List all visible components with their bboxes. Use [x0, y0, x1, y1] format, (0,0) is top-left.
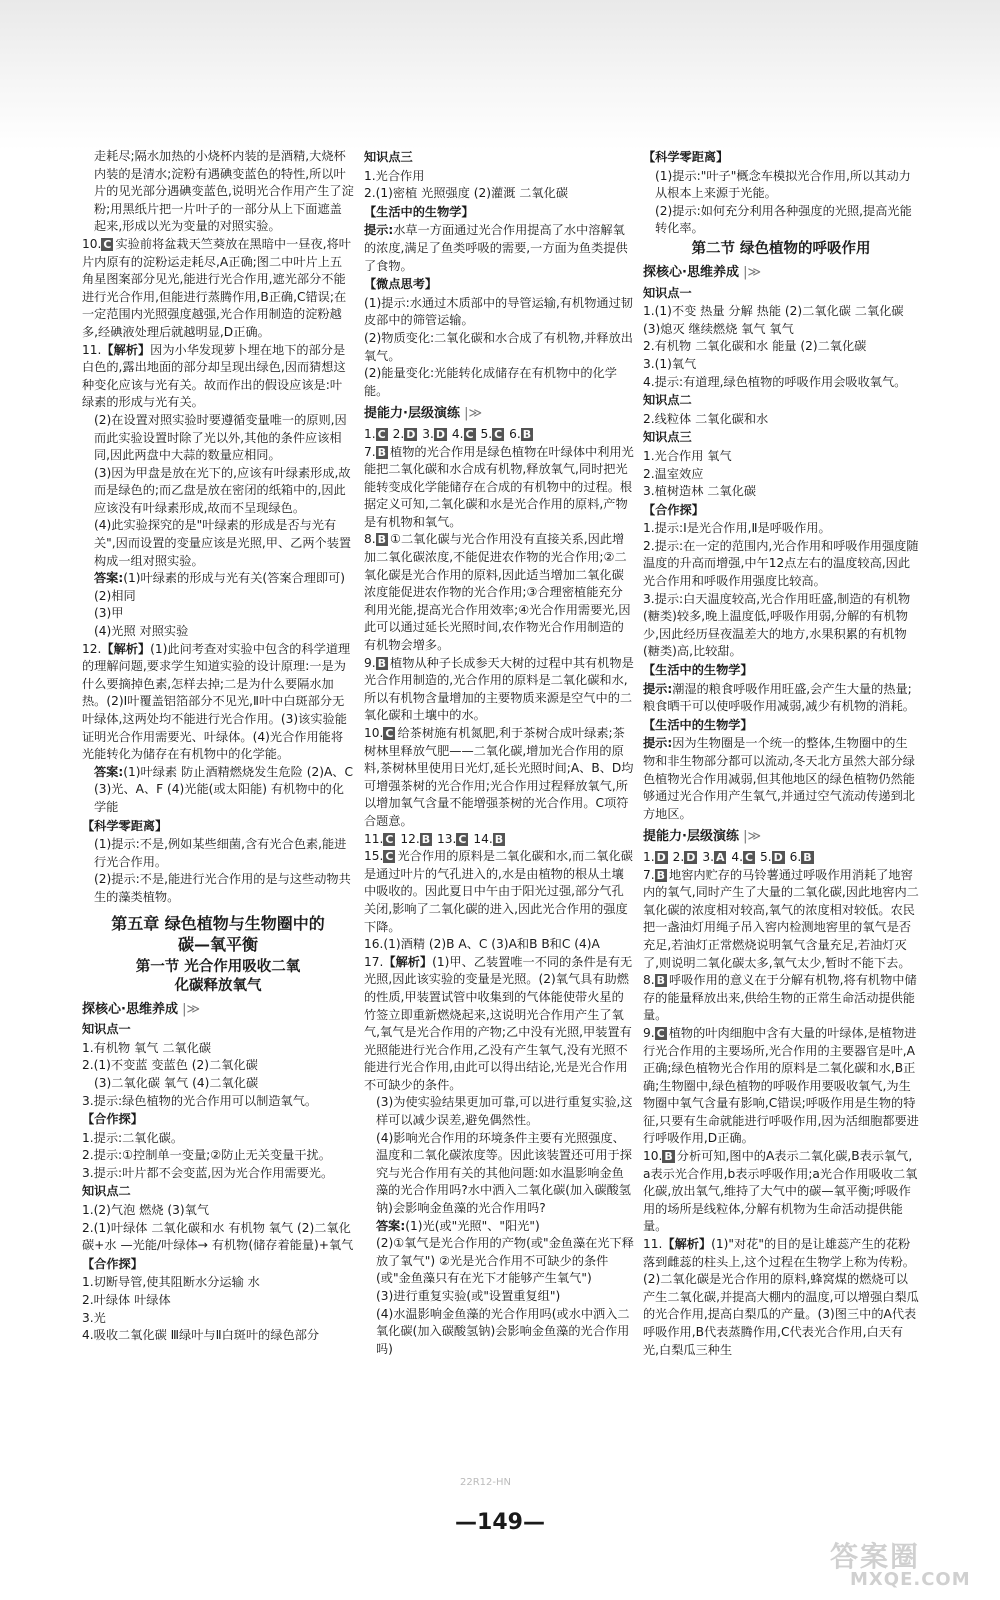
answer-text: 2.温室效应 — [643, 466, 704, 481]
answer-tag: 提示: — [364, 223, 394, 238]
question-number: 2. — [672, 849, 685, 864]
section-arrow-icon: |≫ — [459, 406, 483, 422]
answer-tag: 答案: — [376, 1218, 406, 1233]
answer-paragraph — [643, 168, 919, 203]
answer-text: 3.提示:白天温度较高,光合作用旺盛,制造的有机物(糖类)较多,晚上温度低,呼吸作用弱,分解的有机物少,因此经历昼夜温差大的地方,水果积累的有机物(糖类)高,比较甜。 — [643, 591, 911, 659]
answer-text: (1)"对花"的目的是让雄蕊产生的花粉落到雌蕊的柱头上,这个过程在生物学上称为传粉。(2)二氧化碳是光合作用的原料,蜂窝煤的燃烧可以产生二氧化碳,并提高大棚内的温度,可以增强白梨瓜的光合作用,提高白梨瓜的产量。(3)图三中的A代表呼吸作用,B代表蒸腾作用,C代表光合作用,白天有光,白梨瓜三种生 — [643, 1237, 919, 1357]
answer-tag: 答案: — [94, 571, 124, 586]
answer-text: (3)因为甲盘是放在光下的,应该有叶绿素形成,故而是绿色的;而乙盘是放在密闭的纸箱中的,因此应该没有叶绿素形成,故而不呈现绿色。 — [94, 465, 351, 515]
answer-paragraph — [364, 168, 634, 186]
question-number: 7. — [364, 444, 376, 459]
answer-paragraph — [82, 641, 354, 764]
section-arrow-icon: |≫ — [738, 264, 762, 280]
answer-paragraph — [82, 342, 354, 412]
answer-paragraph — [82, 1274, 354, 1292]
answer-text: 地窖内贮存的马铃薯通过呼吸作用消耗了地窖内的氧气,同时产生了大量的二氧化碳,因此地窖内二氧化碳的浓度相对较高,氧气的浓度相对较低。农民把一盏油灯用绳子吊入窖内检测地窖里的氧气是否充足,若油灯正常燃烧说明氧气含量充足,若油灯灭了,则说明二氧化碳太多,氧气太少,暂时不能下去。 — [643, 867, 919, 970]
answer-tag: 【解析】 — [101, 342, 151, 357]
answer-text: 3.(1)氧气 — [643, 356, 697, 371]
answer-paragraph — [82, 1093, 354, 1111]
answer-paragraph — [643, 483, 919, 501]
question-number: 10. — [643, 1149, 663, 1164]
answer-paragraph — [643, 466, 919, 484]
answer-paragraph — [364, 1130, 634, 1218]
answer-paragraph — [82, 1165, 354, 1183]
answer-text: ①二氧化碳与光合作用没有直接关系,因此增加二氧化碳浓度,不能促进农作物的光合作用;②二氧化碳是光合作用的原料,因此适当增加二氧化碳浓度能促进农作物的光合作用;③合理密植能充分利用光能,提高光合作用效率;④光合作用需要光,因此可以通过延长光照时间,农作物光合作用制造的有机物会增多。 — [364, 532, 631, 653]
answer-text: (1)提示:水通过木质部中的导管运输,有机物通过韧皮部中的筛管运输。 — [364, 295, 633, 328]
section-title-1-line1: 第一节 光合作用吸收二氧 — [135, 958, 301, 975]
answer-paragraph — [82, 148, 354, 236]
answer-paragraph — [364, 1094, 634, 1129]
answer-paragraph — [82, 570, 354, 588]
answer-paragraph — [82, 517, 354, 570]
page-number: —149— — [455, 1510, 545, 1535]
answer-text: 1.(2)气泡 燃烧 (3)氧气 — [82, 1203, 210, 1218]
question-number: 8. — [364, 532, 376, 547]
answer-text: (2)能量变化:光能转化成储存在有机物中的化学能。 — [364, 366, 617, 398]
answer-letter-box: D — [406, 427, 416, 441]
answer-paragraph — [82, 1220, 354, 1255]
answer-paragraph — [643, 411, 919, 429]
answer-paragraph — [82, 623, 354, 641]
section-arrow-icon: |≫ — [177, 1001, 201, 1017]
section-title-1 — [82, 958, 354, 996]
left-bottom-list — [82, 1001, 354, 1345]
answer-text: (1)甲、乙装置唯一不同的条件是有无光照,因此该实验的变量是光照。(2)氧气具有助燃的性质,甲装置试管中收集到的气体能使带火星的竹签立即重新燃烧起来,这说明光合作用产生了氧气,氧气是光合作用的产物;乙中没有光照,甲装置有光照能进行光合作用,乙没有产生氧气,没有光照不能进行光合作用,由此可以得出结论,光是光合作用不可缺少的条件。 — [364, 954, 633, 1092]
answer-text: 水草一方面通过光合作用提高了水中溶解氧的浓度,满足了鱼类呼吸的需要,一方面为鱼类提供了食物。 — [364, 223, 628, 273]
section-label: 提能力·层级演练 — [643, 829, 739, 845]
answer-paragraph — [82, 1130, 354, 1148]
answer-tag: 提示: — [643, 681, 673, 696]
answer-paragraph — [364, 295, 634, 330]
answer-text: 3.植树造林 二氧化碳 — [643, 484, 757, 499]
answer-text: 1.光合作用 氧气 — [643, 448, 732, 463]
answer-letter-box: B — [803, 850, 812, 864]
section-title-2: 第二节 绿色植物的呼吸作用 — [691, 240, 871, 257]
answer-paragraph — [643, 356, 919, 374]
section-arrow-icon: |≫ — [738, 829, 762, 845]
block-heading: 【生活中的生物学】 — [643, 717, 753, 732]
answer-text: 2.(1)不变蓝 变蓝色 (2)二氧化碳 — [82, 1058, 258, 1073]
answer-paragraph — [364, 365, 634, 400]
answer-choices-row — [364, 831, 634, 849]
answer-text: (1)提示:"叶子"概念车模拟光合作用,所以其动力从根本上来源于光能。 — [655, 168, 911, 201]
answer-paragraph — [643, 338, 919, 356]
answer-text: (3)为使实验结果更加可靠,可以进行重复实验,这样可以减少误差,避免偶然性。 — [376, 1095, 633, 1128]
answer-paragraph — [643, 303, 919, 338]
answer-text: 4.吸收二氧化碳 Ⅲ绿叶与Ⅱ白斑叶的绿色部分 — [82, 1328, 320, 1343]
answer-text: (2)提示:如何充分利用各种强度的光照,提高光能转化率。 — [655, 203, 912, 236]
answer-letter-box: B — [656, 868, 666, 882]
answer-text: 3.提示:绿色植物的光合作用可以制造氧气。 — [82, 1093, 318, 1108]
answer-text: 1.切断导管,使其阻断水分运输 水 — [82, 1275, 260, 1290]
answer-paragraph — [82, 871, 354, 906]
answer-tag: 提示: — [643, 736, 673, 751]
answer-paragraph — [364, 725, 634, 831]
question-number: 10. — [364, 726, 384, 740]
answer-text: 1.提示:Ⅰ是光合作用,Ⅱ是呼吸作用。 — [643, 521, 831, 536]
left-top-list — [82, 148, 354, 907]
answer-text: 因为生物圈是一个统一的整体,生物圈中的生物和非生物部分都可以流动,冬天北方虽然大部分绿色植物光合作用减弱,但其他地区的绿色植物仍然能够通过光合作用产生氧气,并通过空气流动传递到北方地区。 — [643, 736, 915, 821]
answer-letter-box: C — [458, 832, 467, 846]
answer-text: (1)此问考查对实验中包含的科学道理的理解问题,要求学生知道实验的设计原理:一是为什么要摘掉色素,怎样去掉;二是为什么要隔水加热。(2)Ⅰ叶覆盖铝箔部分不见光,Ⅱ叶中白斑部分无叶绿体,这两处均不能进行光合作用。(3)该实验能证明光合作用需要光、叶绿体。(4)光合作用能将光能转化为储存在有机物中的化学能。 — [82, 641, 351, 762]
question-number: 10. — [82, 236, 102, 251]
answer-text: 2.提示:①控制单一变量;②防止无关变量干扰。 — [82, 1148, 331, 1163]
answer-text: (4)水温影响金鱼藻的光合作用吗(或水中洒入二氧化碳(加入碳酸氢钠)会影响金鱼藻的光合作用吗) — [376, 1306, 630, 1356]
question-number: 8. — [643, 973, 655, 988]
block-heading: 知识点三 — [364, 150, 413, 164]
answer-tag: 【解析】 — [101, 641, 151, 656]
answer-text: 1.光合作用 — [364, 168, 425, 183]
answer-paragraph — [82, 836, 354, 871]
answer-text: (3)进行重复实验(或"设置重复组") — [376, 1289, 561, 1303]
question-number: 6. — [789, 849, 802, 864]
answer-letter-box: C — [656, 1026, 665, 1040]
answer-letter-box: C — [465, 427, 474, 441]
answer-text: 2.线粒体 二氧化碳和水 — [643, 411, 769, 426]
answer-paragraph — [643, 972, 919, 1025]
right-bottom-list — [643, 264, 919, 1359]
question-number: 3. — [422, 426, 434, 441]
answer-text: 16.(1)酒精 (2)B A、C (3)A和B B和C (4)A — [364, 937, 600, 952]
answer-text: 因为小华发现萝卜埋在地下的部分是白色的,露出地面的部分却呈现出绿色,因而猜想这种变化应该与光有关。故而作出的假设应该是:叶绿素的形成与光有关。 — [82, 342, 346, 410]
answer-paragraph — [643, 1148, 919, 1236]
question-number: 2. — [392, 426, 405, 441]
answer-paragraph — [364, 444, 634, 532]
block-heading: 【生活中的生物学】 — [643, 663, 753, 678]
answer-text: 植物的叶肉细胞中含有大量的叶绿体,是植物进行光合作用的主要场所,光合作用的主要器官是叶,A正确;绿色植物光合作用的原料是二氧化碳和水,B正确;生物圈中,绿色植物的呼吸作用要吸收氧气,为生物圈中氧气含量有影响,C错误;呼吸作用是生物的特征,只要有生命就能进行呼吸作用,因为活细胞都要进行呼吸作用,D正确。 — [643, 1025, 919, 1146]
answer-paragraph — [364, 848, 634, 936]
answer-paragraph — [364, 655, 634, 725]
answer-text: 3.光 — [82, 1310, 106, 1325]
answer-letter-box: C — [385, 727, 394, 740]
column-right — [643, 148, 919, 1359]
block-heading: 【微点思考】 — [364, 277, 438, 292]
answer-letter-box: C — [385, 832, 394, 846]
question-number: 7. — [643, 867, 655, 882]
watermark-logo — [830, 1535, 980, 1593]
question-number: 9. — [364, 655, 376, 670]
answer-paragraph — [82, 465, 354, 518]
answer-paragraph — [364, 936, 634, 954]
answer-paragraph — [643, 520, 919, 538]
answer-choices-row — [643, 849, 919, 867]
chapter-title-line1: 第五章 绿色植物与生物圈中的 — [111, 913, 325, 933]
answer-letter-box: D — [686, 850, 696, 864]
practice-section-title — [364, 405, 634, 423]
answer-paragraph — [82, 588, 354, 606]
answer-paragraph — [364, 1288, 634, 1306]
right-top-list — [643, 149, 919, 238]
answer-text: 3.提示:叶片都不会变蓝,因为光合作用需要光。 — [82, 1165, 334, 1180]
answer-paragraph — [82, 605, 354, 623]
question-number: 14. — [473, 831, 493, 846]
answer-text: (3)甲 — [94, 606, 124, 621]
answer-letter-box: C — [377, 427, 386, 441]
answer-letter-box: A — [715, 850, 725, 864]
answer-text: (2)在设置对照实验时要遵循变量唯一的原则,因而此实验设置时除了光以外,其他的条件应该相同,因此两盘中大蒜的数量应相同。 — [94, 412, 347, 463]
answer-text: 走耗尽;隔水加热的小烧杯内装的是酒精,大烧杯内装的是清水;淀粉有遇碘变蓝色的特性,所以叶片的见光部分遇碘变蓝色,说明光合作用产生了淀粉;用黑纸片把一片叶子的一部分从上下面遮盖起来,形成以光为变量的对照实验。 — [94, 149, 354, 234]
answer-paragraph — [364, 1218, 634, 1236]
answer-text: 4.提示:有道理,绿色植物的呼吸作用会吸收氧气。 — [643, 374, 907, 389]
print-code: 22R12-HN — [460, 1477, 512, 1488]
answer-text: (1)叶绿素 防止酒精燃烧发生危险 (2)A、C (3)光、A、F (4)光能(或太阳能) 有机物中的化学能 — [94, 764, 353, 814]
block-heading: 知识点二 — [82, 1184, 131, 1199]
block-heading: 知识点二 — [643, 393, 692, 408]
answer-paragraph — [364, 1235, 634, 1288]
practice-section-title — [643, 828, 919, 846]
answer-paragraph — [82, 1057, 354, 1075]
answer-text: 1.提示:二氧化碳。 — [82, 1130, 184, 1145]
answer-letter-box: B — [421, 832, 431, 846]
answer-text: 1.(1)不变 热量 分解 热能 (2)二氧化碳 二氧化碳 (3)熄灭 继续燃烧 氧气 氧气 — [643, 304, 904, 336]
answer-letter-box: C — [744, 850, 754, 864]
answer-text: (3)二氧化碳 氧气 (4)二氧化碳 — [94, 1075, 259, 1090]
block-heading: 【科学零距离】 — [643, 150, 729, 164]
answer-letter-box: C — [494, 427, 503, 441]
answer-text: (2)相同 — [94, 588, 136, 603]
watermark-url: MXQE.COM — [850, 1569, 971, 1590]
answer-letter-box: B — [522, 427, 532, 441]
answer-text: 2.(1)叶绿体 二氧化碳和水 有机物 氧气 (2)二氧化碳+水 —光能/叶绿体→ 有机物(储存着能量)+氧气 — [82, 1220, 354, 1253]
answer-text: (4)影响光合作用的环境条件主要有光照强度、温度和二氧化碳浓度等。因此该装置还可用于探究与光合作用有关的其他问题:如水温影响金鱼藻的光合作用吗?水中洒入二氧化碳(加入碳酸氢钠)会影响金鱼藻的光合作用吗? — [376, 1130, 632, 1216]
answer-letter-box: B — [656, 974, 666, 988]
question-number: 6. — [509, 426, 521, 441]
answer-paragraph — [643, 448, 919, 466]
answer-letter-box: C — [103, 237, 112, 251]
block-heading: 知识点一 — [643, 285, 692, 300]
question-number: 12. — [400, 831, 420, 846]
question-number: 5. — [759, 849, 772, 864]
answer-paragraph — [643, 681, 919, 716]
answer-paragraph — [82, 412, 354, 465]
answer-text: 植物从种子长成参天大树的过程中其有机物是光合作用制造的,光合作用的原料是二氧化碳和水,所以有机物含量增加的主要物质来源是空气中的二氧化碳和土壤中的水。 — [364, 655, 634, 723]
answer-paragraph — [82, 1310, 354, 1328]
answer-text: (2)①氧气是光合作用的产物(或"金鱼藻在光下释放了氧气") ②光是光合作用不可缺少的条件(或"金鱼藻只有在光下才能够产生氧气") — [376, 1236, 634, 1286]
answer-tag: 【解析】 — [383, 954, 433, 969]
answer-choices-row — [364, 426, 634, 444]
answer-text: 给茶树施有机氮肥,利于茶树合成叶绿素;茶树林里释放气肥——二氧化碳,增加光合作用的原料,茶树林里使用日光灯,延长光照时间;A、B、D均可增强茶树的光合作用;光合作用过程释放氧气,所以增加氧气含量不能增强茶树的光合作用。C项符合题意。 — [364, 726, 634, 828]
answer-paragraph — [82, 1040, 354, 1058]
question-number: 5. — [480, 426, 493, 441]
column-middle — [364, 148, 634, 1358]
watermark-text: 答案圈 — [830, 1540, 921, 1573]
question-number: 15. — [364, 849, 384, 864]
answer-text: (1)提示:不是,例如某些细菌,含有光合色素,能进行光合作用。 — [94, 837, 347, 869]
question-number: 4. — [451, 426, 464, 441]
question-number: 1. — [364, 426, 376, 441]
question-number: 11. — [643, 1237, 663, 1252]
answer-letter-box: B — [377, 533, 387, 547]
chapter-title — [82, 913, 354, 955]
answer-paragraph — [643, 1025, 919, 1148]
answer-letter-box: B — [664, 1150, 673, 1164]
block-heading: 【合作探】 — [643, 502, 704, 517]
answer-letter-box: B — [377, 656, 387, 670]
block-heading: 知识点一 — [82, 1022, 131, 1037]
practice-section-title — [643, 264, 919, 282]
question-number: 17. — [364, 954, 384, 969]
answer-paragraph — [364, 531, 634, 654]
question-number: 13. — [437, 831, 457, 846]
answer-paragraph — [82, 1292, 354, 1310]
middle-list — [364, 149, 634, 1358]
answer-text: (4)此实验探究的是"叶绿素的形成是否与光有关",因而设置的变量应该是光照,甲、乙两个装置构成一组对照实验。 — [94, 518, 352, 568]
answer-paragraph — [643, 203, 919, 238]
answer-paragraph — [364, 954, 634, 1095]
answer-text: (2)提示:不是,能进行光合作用的是与这些动物共生的藻类植物。 — [94, 872, 351, 904]
answer-paragraph — [364, 1306, 634, 1359]
answer-text: 呼吸作用的意义在于分解有机物,将有机物中储存的能量释放出来,供给生物的正常生命活动提供能量。 — [643, 973, 917, 1023]
question-number: 9. — [643, 1025, 655, 1040]
section-title-1-line2: 化碳释放氧气 — [174, 977, 262, 994]
block-heading: 知识点三 — [643, 430, 692, 445]
answer-text: (4)光照 对照实验 — [94, 624, 189, 639]
answer-paragraph — [364, 222, 634, 275]
answer-paragraph — [643, 1236, 919, 1359]
answer-paragraph — [643, 867, 919, 973]
answer-text: 1.有机物 氧气 二氧化碳 — [82, 1040, 212, 1055]
section-label: 提能力·层级演练 — [364, 406, 460, 422]
practice-section-title — [82, 1001, 354, 1019]
answer-letter-box: D — [435, 427, 446, 441]
answer-paragraph — [643, 538, 919, 591]
answer-paragraph — [643, 374, 919, 392]
answer-text: (1)叶绿素的形成与光有关(答案合理即可) — [123, 571, 346, 586]
block-heading: 【合作探】 — [82, 1256, 143, 1271]
answer-paragraph — [82, 1075, 354, 1093]
question-number: 11. — [82, 342, 102, 357]
question-number: 3. — [702, 849, 714, 864]
section-label: 探核心·思维养成 — [643, 264, 739, 280]
answer-paragraph — [364, 185, 634, 203]
question-number: 4. — [731, 849, 743, 864]
answer-text: 2.叶绿体 叶绿体 — [82, 1293, 171, 1308]
block-heading: 【生活中的生物学】 — [364, 204, 474, 219]
answer-paragraph — [82, 1147, 354, 1165]
answer-text: 2.(1)密植 光照强度 (2)灌溉 二氧化碳 — [364, 186, 569, 201]
answer-text: 分析可知,图中的A表示二氧化碳,B表示氧气,a表示光合作用,b表示呼吸作用;a光合作用吸收二氧化碳,放出氧气,维持了大气中的碳—氧平衡;呼吸作用的场所是线粒体,分解有机物为生命活动提供能量。 — [643, 1149, 918, 1234]
answer-letter-box: D — [656, 850, 666, 864]
answer-paragraph — [643, 735, 919, 823]
answer-letter-box: B — [494, 832, 504, 846]
chapter-title-line2: 碳—氧平衡 — [177, 934, 258, 954]
answer-text: 2.有机物 二氧化碳和水 能量 (2)二氧化碳 — [643, 339, 867, 354]
section-label: 探核心·思维养成 — [82, 1001, 178, 1017]
answer-paragraph — [364, 330, 634, 365]
answer-paragraph — [82, 236, 354, 342]
scan-shadow — [0, 0, 1000, 150]
answer-text: 2.提示:在一定的范围内,光合作用和呼吸作用强度随温度的升高而增强,中午12点左右的温度较高,因此光合作用和呼吸作用强度比较高。 — [643, 538, 919, 589]
answer-paragraph — [82, 764, 354, 817]
question-number: 11. — [364, 831, 384, 846]
answer-text: 实验前将盆栽天竺葵放在黑暗中一昼夜,将叶片内原有的淀粉运走耗尽,A正确;图二中叶片上五角星图案部分见光,能进行光合作用,遮光部分不能进行光合作用,但能进行蒸腾作用,B正确,C错误;在一定范围内光照强度越强,光合作用制造的淀粉越多,经碘液处理后就越明显,D正确。 — [82, 236, 351, 339]
block-heading: 【合作探】 — [82, 1112, 143, 1127]
answer-text: 潮湿的粮食呼吸作用旺盛,会产生大量的热量;粮食晒干可以使呼吸作用减弱,减少有机物的消耗。 — [643, 681, 915, 714]
column-left — [82, 148, 354, 1345]
question-number: 12. — [82, 641, 102, 656]
answer-paragraph — [643, 591, 919, 661]
answer-letter-box: B — [377, 445, 387, 459]
answer-tag: 答案: — [94, 764, 124, 779]
answer-text: (1)光(或"光照"、"阳光") — [405, 1218, 540, 1233]
answer-letter-box: C — [385, 850, 394, 864]
question-number: 1. — [643, 849, 655, 864]
answer-tag: 【解析】 — [662, 1237, 712, 1252]
answer-text: 植物的光合作用是绿色植物在叶绿体中利用光能把二氧化碳和水合成有机物,释放氧气,同时把光能转变成化学能储存在合成的有机物中的过程。根据定义可知,二氧化碳和水是光合作用的原料,产物是有机物和氧气。 — [364, 444, 634, 529]
answer-paragraph — [82, 1327, 354, 1345]
block-heading: 【科学零距离】 — [82, 818, 168, 833]
answer-letter-box: D — [773, 850, 783, 864]
answer-text: 光合作用的原料是二氧化碳和水,而二氧化碳是通过叶片的气孔进入的,水是由植物的根从土壤中吸收的。因此夏日中午由于阳光过强,部分气孔关闭,影响了二氧化碳的进入,因此光合作用的强度下降。 — [364, 849, 633, 934]
answer-text: (2)物质变化:二氧化碳和水合成了有机物,并释放出氧气。 — [364, 330, 633, 363]
answer-paragraph — [82, 1202, 354, 1220]
